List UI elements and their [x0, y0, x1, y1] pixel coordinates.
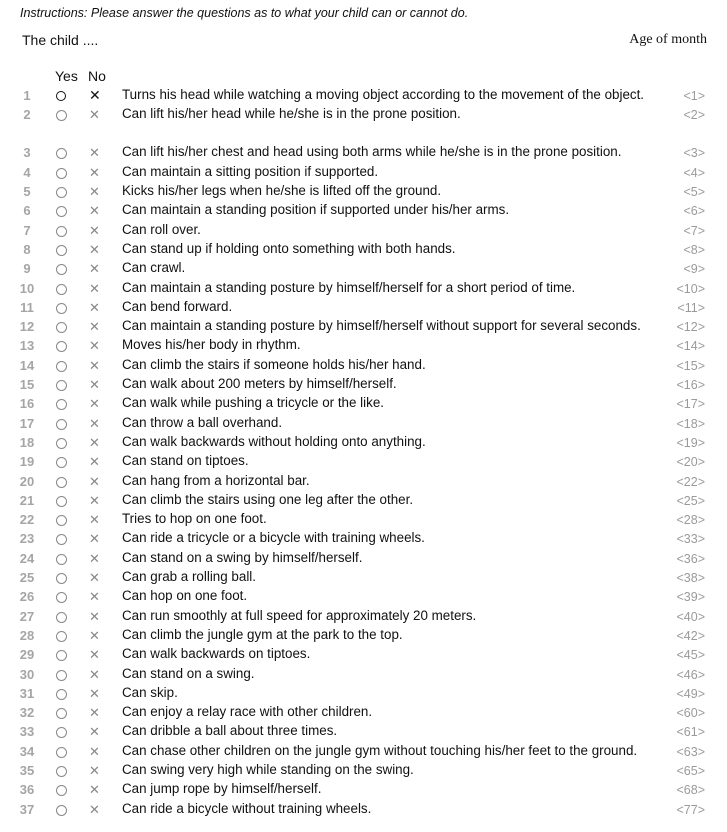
no-cross-icon[interactable]: ✕	[89, 261, 100, 277]
question-number: 27	[19, 608, 35, 624]
age-of-month-header: Age of month	[629, 32, 707, 47]
age-of-month-value: <61>	[676, 725, 705, 740]
yes-circle-icon[interactable]	[56, 785, 67, 796]
age-of-month-value: <63>	[676, 744, 705, 759]
question-text: Can hang from a horizontal bar.	[122, 472, 310, 488]
question-row	[0, 355, 727, 374]
question-number: 28	[19, 627, 35, 643]
question-text: Can stand on a swing.	[122, 665, 255, 681]
question-number: 12	[19, 319, 35, 335]
question-number: 35	[19, 762, 35, 778]
question-number: 5	[23, 184, 31, 200]
question-row	[0, 587, 727, 606]
the-child-label: The child ....	[22, 32, 99, 48]
question-text: Tries to hop on one foot.	[122, 511, 267, 527]
no-cross-icon[interactable]: ✕	[89, 106, 100, 122]
question-text: Can walk while pushing a tricycle or the like.	[122, 395, 384, 411]
question-row	[0, 201, 727, 220]
yes-circle-icon[interactable]	[56, 727, 67, 738]
yes-circle-icon[interactable]	[56, 650, 67, 661]
question-number: 32	[19, 705, 35, 721]
question-number: 15	[19, 377, 35, 393]
question-number: 7	[23, 222, 31, 238]
yes-circle-icon[interactable]	[56, 670, 67, 681]
yes-circle-icon[interactable]	[56, 477, 67, 488]
yes-circle-icon[interactable]	[56, 303, 67, 314]
question-number: 11	[20, 299, 34, 315]
question-row	[0, 799, 727, 818]
question-row	[0, 684, 727, 703]
question-row	[0, 703, 727, 722]
question-text: Can walk backwards on tiptoes.	[122, 646, 311, 662]
question-row	[0, 568, 727, 587]
no-cross-icon[interactable]: ✕	[89, 666, 100, 682]
question-row	[0, 336, 727, 355]
no-cross-icon[interactable]: ✕	[89, 145, 100, 161]
yes-circle-icon[interactable]	[56, 457, 67, 468]
age-of-month-value: <40>	[676, 609, 705, 624]
no-cross-icon[interactable]: ✕	[89, 627, 100, 643]
question-row	[0, 298, 727, 317]
no-cross-icon[interactable]: ✕	[89, 550, 100, 566]
question-row	[0, 162, 727, 181]
no-cross-icon[interactable]: ✕	[89, 241, 100, 257]
question-row	[0, 491, 727, 510]
yes-circle-icon[interactable]	[56, 399, 67, 410]
question-row	[0, 394, 727, 413]
yes-circle-icon[interactable]	[56, 592, 67, 603]
no-cross-icon[interactable]: ✕	[89, 357, 100, 373]
age-of-month-value: <49>	[676, 686, 705, 701]
yes-circle-icon[interactable]	[56, 110, 67, 121]
question-row	[0, 645, 727, 664]
question-text: Can stand up if holding onto something with both hands.	[122, 240, 456, 256]
question-row	[0, 413, 727, 432]
instructions: Instructions: Please answer the questions as to what your child can or cannot do.	[20, 6, 469, 20]
yes-circle-icon[interactable]	[56, 573, 67, 584]
yes-circle-icon[interactable]	[56, 515, 67, 526]
question-row	[0, 548, 727, 567]
yes-circle-icon[interactable]	[56, 322, 67, 333]
no-cross-icon[interactable]: ✕	[89, 86, 101, 103]
no-cross-icon[interactable]: ✕	[89, 434, 100, 450]
no-cross-icon[interactable]: ✕	[89, 685, 100, 701]
question-text: Can jump rope by himself/herself.	[122, 781, 322, 797]
question-number: 26	[19, 589, 35, 605]
age-of-month-value: <28>	[676, 513, 705, 528]
no-cross-icon[interactable]: ✕	[89, 647, 100, 663]
question-text: Can lift his/her chest and head using both arms while he/she is in the prone position.	[122, 144, 622, 160]
question-text: Can swing very high while standing on the swing.	[122, 761, 414, 777]
no-cross-icon[interactable]: ✕	[89, 570, 100, 586]
yes-column-header: Yes	[55, 68, 78, 84]
question-row	[0, 761, 727, 780]
yes-circle-icon[interactable]	[56, 264, 67, 275]
age-of-month-value: <17>	[676, 397, 705, 412]
question-number: 21	[19, 492, 35, 508]
question-text: Turns his head while watching a moving object according to the movement of the object.	[122, 86, 645, 102]
question-text: Can walk backwards without holding onto anything.	[122, 433, 426, 449]
question-text: Can hop on one foot.	[122, 588, 248, 604]
question-text: Can chase other children on the jungle gym without touching his/her feet to the ground.	[122, 742, 638, 758]
question-row	[0, 278, 727, 297]
question-row	[0, 105, 727, 124]
no-cross-icon[interactable]: ✕	[89, 377, 100, 393]
question-text: Can stand on tiptoes.	[122, 453, 249, 469]
question-row	[0, 452, 727, 471]
age-of-month-value: <16>	[676, 378, 705, 393]
question-number: 20	[19, 473, 35, 489]
no-cross-icon[interactable]: ✕	[89, 184, 100, 200]
question-text: Can throw a ball overhand.	[122, 414, 283, 430]
no-cross-icon[interactable]: ✕	[89, 222, 100, 238]
age-of-month-value: <1>	[683, 88, 705, 103]
age-of-month-value: <68>	[676, 783, 705, 798]
question-text: Can climb the stairs using one leg after the other.	[122, 491, 414, 507]
no-cross-icon[interactable]: ✕	[89, 608, 100, 624]
no-cross-icon[interactable]: ✕	[89, 724, 100, 740]
no-cross-icon[interactable]: ✕	[89, 531, 100, 547]
no-cross-icon[interactable]: ✕	[89, 512, 100, 528]
age-of-month-value: <6>	[683, 204, 705, 219]
age-of-month-value: <60>	[676, 706, 705, 721]
question-row	[0, 259, 727, 278]
age-of-month-value: <45>	[676, 648, 705, 663]
age-of-month-value: <25>	[676, 493, 705, 508]
yes-circle-icon[interactable]	[56, 612, 67, 623]
question-number: 16	[19, 396, 35, 412]
question-text: Moves his/her body in rhythm.	[122, 337, 301, 353]
no-cross-icon[interactable]: ✕	[89, 473, 100, 489]
age-of-month-value: <36>	[676, 551, 705, 566]
no-cross-icon[interactable]: ✕	[89, 743, 100, 759]
yes-circle-icon[interactable]	[56, 341, 67, 352]
yes-circle-icon[interactable]	[56, 91, 66, 101]
age-of-month-value: <65>	[676, 763, 705, 778]
age-of-month-value: <9>	[683, 262, 705, 277]
question-text: Can lift his/her head while he/she is in the prone position.	[122, 105, 461, 121]
question-number: 14	[19, 357, 35, 373]
age-of-month-value: <3>	[683, 146, 705, 161]
no-cross-icon[interactable]: ✕	[89, 280, 100, 296]
age-of-month-value: <42>	[676, 628, 705, 643]
questionnaire-list	[0, 66, 727, 819]
question-text: Can enjoy a relay race with other children.	[122, 704, 373, 720]
question-number: 19	[19, 454, 35, 470]
question-row	[0, 433, 727, 452]
yes-circle-icon[interactable]	[56, 419, 67, 430]
yes-circle-icon[interactable]	[56, 805, 67, 816]
no-cross-icon[interactable]: ✕	[89, 454, 100, 470]
question-number: 18	[19, 434, 35, 450]
question-number: 25	[19, 570, 35, 586]
no-cross-icon[interactable]: ✕	[89, 396, 100, 412]
question-row	[0, 664, 727, 683]
age-of-month-value: <38>	[676, 571, 705, 586]
question-number: 1	[23, 87, 31, 103]
age-of-month-value: <10>	[676, 281, 705, 296]
age-of-month-value: <33>	[676, 532, 705, 547]
yes-circle-icon[interactable]	[56, 206, 67, 217]
age-of-month-value: <19>	[676, 435, 705, 450]
question-text: Can ride a bicycle without training wheels.	[122, 800, 372, 816]
yes-circle-icon[interactable]	[56, 168, 67, 179]
yes-circle-icon[interactable]	[56, 438, 67, 449]
age-of-month-value: <46>	[676, 667, 705, 682]
age-of-month-value: <11>	[677, 300, 705, 315]
question-number: 37	[19, 801, 35, 817]
question-text: Can maintain a sitting position if supported.	[122, 163, 379, 179]
question-text: Can ride a tricycle or a bicycle with training wheels.	[122, 530, 425, 546]
question-row	[0, 626, 727, 645]
yes-circle-icon[interactable]	[56, 766, 67, 777]
yes-circle-icon[interactable]	[56, 708, 67, 719]
question-text: Can bend forward.	[122, 298, 233, 314]
question-text: Can stand on a swing by himself/herself.	[122, 549, 363, 565]
age-of-month-value: <39>	[676, 590, 705, 605]
question-text: Can climb the stairs if someone holds his/her hand.	[122, 356, 426, 372]
question-row	[0, 375, 727, 394]
question-number: 23	[19, 531, 35, 547]
question-text: Kicks his/her legs when he/she is lifted off the ground.	[122, 183, 442, 199]
question-number: 4	[23, 164, 31, 180]
question-number: 17	[19, 415, 35, 431]
question-number: 13	[19, 338, 35, 354]
yes-circle-icon[interactable]	[56, 631, 67, 642]
no-cross-icon[interactable]: ✕	[89, 762, 100, 778]
no-cross-icon[interactable]: ✕	[89, 705, 100, 721]
question-number: 34	[19, 743, 35, 759]
yes-circle-icon[interactable]	[56, 148, 67, 159]
yes-circle-icon[interactable]	[56, 554, 67, 565]
question-text: Can dribble a ball about three times.	[122, 723, 338, 739]
question-text: Can grab a rolling ball.	[122, 569, 256, 585]
question-text: Can climb the jungle gym at the park to the top.	[122, 626, 403, 642]
question-number: 24	[19, 550, 35, 566]
yes-circle-icon[interactable]	[56, 496, 67, 507]
no-cross-icon[interactable]: ✕	[89, 801, 100, 817]
yes-circle-icon[interactable]	[56, 226, 67, 237]
no-cross-icon[interactable]: ✕	[89, 299, 100, 315]
question-row	[0, 240, 727, 259]
yes-circle-icon[interactable]	[56, 284, 67, 295]
age-of-month-value: <22>	[676, 474, 705, 489]
question-text: Can maintain a standing posture by himself/herself for a short period of time.	[122, 279, 576, 295]
question-number: 33	[19, 724, 35, 740]
question-row	[0, 220, 727, 239]
question-text: Can crawl.	[122, 260, 186, 276]
question-number: 36	[19, 782, 35, 798]
yes-circle-icon[interactable]	[56, 361, 67, 372]
no-cross-icon[interactable]: ✕	[89, 782, 100, 798]
no-cross-icon[interactable]: ✕	[89, 415, 100, 431]
no-cross-icon[interactable]: ✕	[89, 319, 100, 335]
question-number: 8	[23, 241, 31, 257]
no-column-header: No	[88, 68, 106, 84]
age-of-month-value: <2>	[683, 107, 705, 122]
question-number: 31	[19, 685, 35, 701]
question-number: 10	[19, 280, 35, 296]
age-of-month-value: <14>	[676, 339, 705, 354]
age-of-month-value: <7>	[683, 223, 705, 238]
question-row	[0, 182, 727, 201]
question-text: Can run smoothly at full speed for approximately 20 meters.	[122, 607, 477, 623]
question-text: Can roll over.	[122, 221, 201, 237]
no-cross-icon[interactable]: ✕	[89, 338, 100, 354]
yes-circle-icon[interactable]	[56, 747, 67, 758]
age-of-month-value: <8>	[683, 242, 705, 257]
question-number: 9	[23, 261, 31, 277]
age-of-month-value: <12>	[676, 320, 705, 335]
no-cross-icon[interactable]: ✕	[89, 203, 100, 219]
question-text: Can walk about 200 meters by himself/herself.	[122, 376, 397, 392]
age-of-month-value: <5>	[683, 185, 705, 200]
yes-circle-icon[interactable]	[56, 534, 67, 545]
age-of-month-value: <4>	[683, 165, 705, 180]
question-number: 3	[23, 145, 31, 161]
question-number: 30	[19, 666, 35, 682]
age-of-month-value: <18>	[676, 416, 705, 431]
question-row	[0, 529, 727, 548]
question-row	[0, 510, 727, 529]
yes-circle-icon[interactable]	[56, 689, 67, 700]
no-cross-icon[interactable]: ✕	[89, 492, 100, 508]
question-text: Can skip.	[122, 684, 178, 700]
question-row	[0, 317, 727, 336]
question-row	[0, 741, 727, 760]
no-cross-icon[interactable]: ✕	[89, 164, 100, 180]
question-row	[0, 606, 727, 625]
question-row	[0, 722, 727, 741]
question-text: Can maintain a standing position if supported under his/her arms.	[122, 202, 510, 218]
question-number: 22	[19, 512, 35, 528]
no-cross-icon[interactable]: ✕	[89, 589, 100, 605]
question-text: Can maintain a standing posture by himself/herself without support for several seconds.	[122, 318, 641, 334]
question-row	[0, 471, 727, 490]
question-number: 6	[23, 203, 31, 219]
question-row	[0, 124, 727, 163]
age-of-month-value: <15>	[676, 358, 705, 373]
age-of-month-value: <20>	[676, 455, 705, 470]
question-number: 29	[19, 647, 35, 663]
yes-circle-icon[interactable]	[56, 187, 67, 198]
question-row	[0, 66, 727, 105]
question-number: 2	[23, 106, 31, 122]
question-row	[0, 780, 727, 799]
yes-circle-icon[interactable]	[56, 380, 67, 391]
age-of-month-value: <77>	[676, 802, 705, 817]
yes-circle-icon[interactable]	[56, 245, 67, 256]
